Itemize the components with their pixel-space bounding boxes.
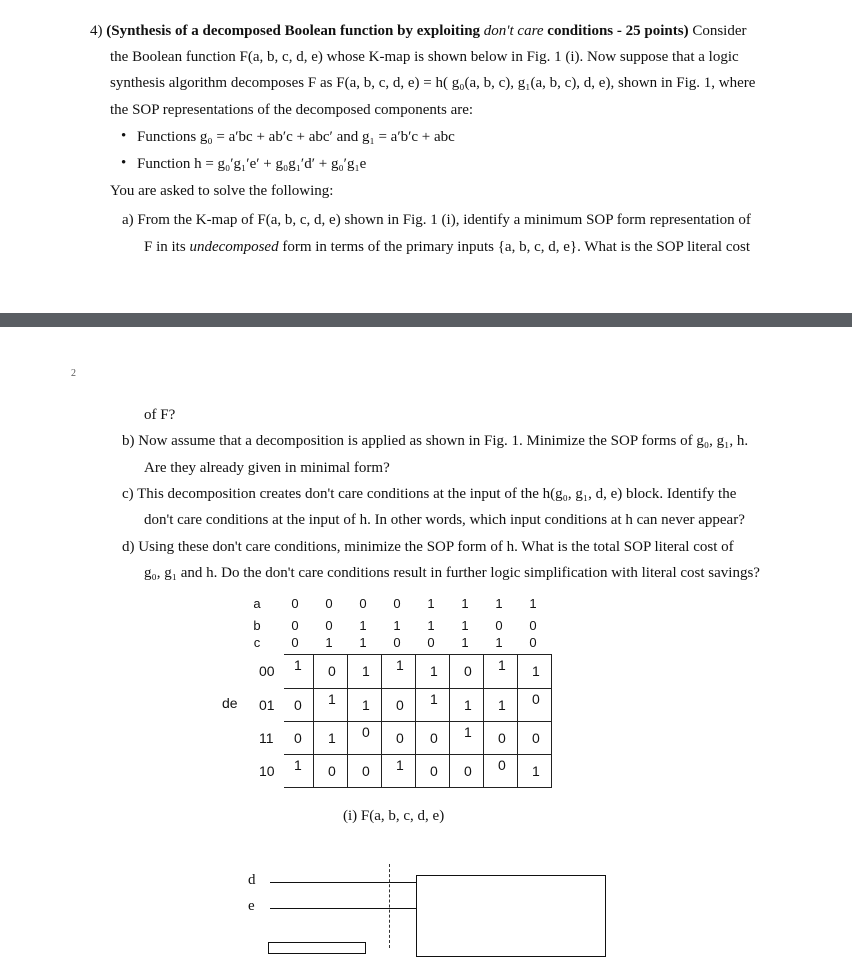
bullet-g-functions: Functions g₀ = a′bc + ab′c + abc′ and g₁ = a′b′c + abc: [137, 129, 455, 145]
h-block: [416, 875, 606, 957]
kmap-vline: [551, 654, 552, 788]
question-c-line2: don't care conditions at the input of h. In other words, which input conditions at h can never appear?: [144, 512, 745, 528]
kmap-cell: 0: [532, 691, 540, 707]
qa-text-b: form in terms of the primary inputs {a, b, c, d, e}. What is the SOP literal cost: [282, 239, 750, 255]
problem-title-italic: don't care: [483, 23, 544, 39]
kmap-cell: 0: [532, 730, 540, 746]
kmap-header-bit: 1: [461, 635, 469, 650]
kmap-row-label: 10: [259, 763, 275, 779]
page-separator: [0, 313, 852, 327]
wire-e: [270, 908, 416, 909]
page-top: [8, 0, 852, 313]
intro-line1-tail: Consider: [692, 23, 747, 39]
question-a-line3: of F?: [144, 407, 176, 423]
kmap-header-bit: 0: [427, 635, 435, 650]
kmap-row-label: 11: [259, 730, 274, 746]
wire-d: [270, 882, 416, 883]
qa-text-a: F in its: [144, 239, 186, 255]
question-a-line1: a) From the K-map of F(a, b, c, d, e) shown in Fig. 1 (i), identify a minimum SOP form representation of: [122, 212, 751, 228]
kmap-header-bit: 1: [359, 635, 367, 650]
kmap-header-bit: 0: [529, 635, 537, 650]
kmap-cell: 0: [328, 663, 336, 679]
kmap-vline: [415, 654, 416, 788]
problem-heading-line: [90, 22, 746, 40]
kmap-header-bit: 0: [495, 618, 503, 633]
kmap-hline: [284, 721, 552, 722]
input-e-label: e: [248, 898, 255, 914]
kmap-cell: 1: [430, 663, 438, 679]
kmap-cell: 1: [532, 763, 540, 779]
kmap-vline: [313, 654, 314, 788]
kmap-cell: 0: [396, 730, 404, 746]
kmap-cell: 1: [294, 657, 302, 673]
kmap-cell: 1: [328, 730, 336, 746]
g-block-partial: [268, 942, 366, 954]
kmap-hline: [284, 654, 552, 655]
kmap-cell: 0: [498, 757, 506, 773]
kmap-cell: 0: [362, 763, 370, 779]
kmap-cell: 1: [464, 697, 472, 713]
question-b-line2: Are they already given in minimal form?: [144, 460, 390, 476]
kmap-cell: 1: [328, 691, 336, 707]
kmap-cell: 1: [362, 697, 370, 713]
kmap-var-a: a: [253, 596, 261, 611]
bullet-h-function: Function h = g₀′g₁′e′ + g₀g₁′d′ + g₀′g₁e: [137, 156, 367, 172]
kmap-cell: 0: [430, 730, 438, 746]
kmap-var-b: b: [253, 618, 261, 633]
kmap-hline: [284, 688, 552, 689]
kmap-cell: 0: [294, 697, 302, 713]
intro-line3: synthesis algorithm decomposes F as F(a, b, c, d, e) = h( g₀(a, b, c), g₁(a, b, c), d, e), shown in Fig. 1, where: [110, 75, 756, 91]
kmap-header-bit: 1: [427, 618, 435, 633]
kmap-vline: [381, 654, 382, 788]
page-number: 2: [71, 368, 76, 379]
kmap-header-bit: 0: [393, 635, 401, 650]
bullet-dot: •: [121, 155, 127, 171]
intro-line4: the SOP representations of the decomposed components are:: [110, 102, 474, 118]
kmap-cell: 1: [294, 757, 302, 773]
kmap-header-bit: 1: [495, 596, 503, 611]
kmap-hline: [284, 754, 552, 755]
kmap-cell: 0: [328, 763, 336, 779]
kmap-header-bit: 1: [393, 618, 401, 633]
question-a-line2: [144, 238, 750, 256]
kmap-cell: 1: [532, 663, 540, 679]
question-c-line1: c) This decomposition creates don't care conditions at the input of the h(g₀, g₁, d, e) block. Identify the: [122, 486, 737, 502]
kmap-cell: 1: [464, 724, 472, 740]
kmap-cell: 1: [362, 663, 370, 679]
kmap-header-bit: 1: [495, 635, 503, 650]
kmap-var-c: c: [253, 635, 261, 650]
kmap-cell: 1: [498, 697, 506, 713]
kmap-grid: [284, 654, 552, 788]
question-d-line1: d) Using these don't care conditions, minimize the SOP form of h. What is the total SOP literal cost of: [122, 539, 734, 555]
kmap-header-bit: 1: [529, 596, 537, 611]
kmap-cell: 1: [396, 757, 404, 773]
kmap-header-bit: 1: [427, 596, 435, 611]
kmap-vline: [483, 654, 484, 788]
kmap-header-bit: 0: [325, 618, 333, 633]
kmap-cell: 1: [396, 657, 404, 673]
kmap-vline: [517, 654, 518, 788]
kmap-header-bit: 0: [291, 596, 299, 611]
kmap-header-bit: 0: [393, 596, 401, 611]
asked-line: You are asked to solve the following:: [110, 183, 334, 199]
kmap-cell: 1: [498, 657, 506, 673]
kmap-caption: (i) F(a, b, c, d, e): [343, 808, 445, 824]
qa-text-italic: undecomposed: [189, 239, 279, 255]
kmap-row-label: 00: [259, 663, 275, 679]
kmap-vline: [347, 654, 348, 788]
question-d-line2: g₀, g₁ and h. Do the don't care conditions result in further logic simplification with literal cost savings?: [144, 565, 760, 581]
kmap-cell: 0: [294, 730, 302, 746]
bullet-dot: •: [121, 128, 127, 144]
intro-line2: the Boolean function F(a, b, c, d, e) whose K-map is shown below in Fig. 1 (i). Now suppose that a logic: [110, 49, 739, 65]
kmap-header-bit: 0: [291, 618, 299, 633]
decomposition-dashed-line: [389, 864, 390, 948]
kmap-de-label: de: [222, 695, 238, 711]
kmap-hline: [284, 787, 552, 788]
question-b-line1: b) Now assume that a decomposition is applied as shown in Fig. 1. Minimize the SOP forms of g₀, g₁, h.: [122, 433, 749, 449]
kmap-cell: 1: [430, 691, 438, 707]
input-d-label: d: [248, 872, 256, 888]
problem-number: 4): [90, 23, 103, 39]
kmap-cell: 0: [464, 763, 472, 779]
problem-title-b: conditions - 25 points): [547, 23, 689, 39]
kmap-header-bit: 0: [529, 618, 537, 633]
kmap-header-bit: 0: [291, 635, 299, 650]
kmap-header-bit: 1: [461, 618, 469, 633]
kmap-cell: 0: [396, 697, 404, 713]
kmap-header-bit: 0: [325, 596, 333, 611]
kmap-header-bit: 1: [359, 618, 367, 633]
problem-title-a: (Synthesis of a decomposed Boolean function by exploiting: [106, 23, 481, 39]
kmap-cell: 0: [498, 730, 506, 746]
kmap-vline: [449, 654, 450, 788]
kmap-header-bit: 1: [325, 635, 333, 650]
kmap-cell: 0: [430, 763, 438, 779]
kmap-row-label: 01: [259, 697, 275, 713]
kmap-header-bit: 1: [461, 596, 469, 611]
kmap-cell: 0: [362, 724, 370, 740]
kmap-header-bit: 0: [359, 596, 367, 611]
kmap-cell: 0: [464, 663, 472, 679]
